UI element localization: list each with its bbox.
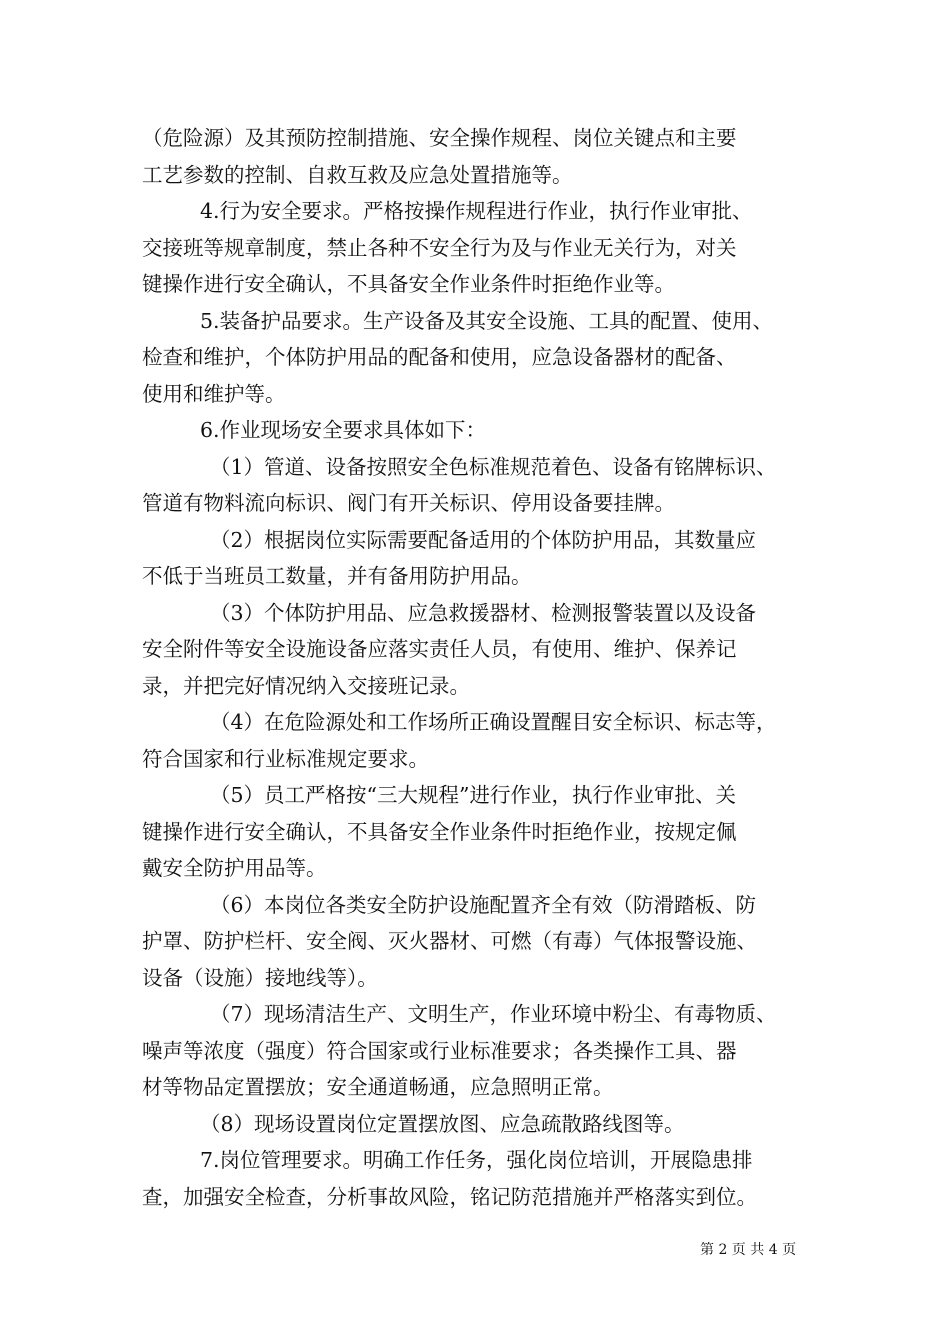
paragraph-item-2 — [142, 522, 827, 595]
paragraph-post-management — [142, 1142, 827, 1215]
text-line: （7）现场清洁生产、文明生产，作业环境中粉尘、有毒物质、 — [210, 1002, 777, 1026]
text-line: 工艺参数的控制、自救互救及应急处置措施等。 — [142, 162, 573, 187]
page-number-footer: 第 2 页 共 4 页 — [700, 1242, 797, 1258]
text-line: 不低于当班员工数量，并有备用防护用品。 — [142, 564, 532, 588]
text-line: 护罩、防护栏杆、安全阀、灭火器材、可燃（有毒）气体报警设施、 — [142, 929, 757, 953]
text-line: 查，加强安全检查，分析事故风险，铭记防范措施并严格落实到位。 — [142, 1184, 757, 1209]
paragraph-item-5 — [142, 777, 827, 887]
paragraph-item-1 — [142, 449, 827, 522]
text-line: 管道有物料流向标识、阀门有开关标识、停用设备要挂牌。 — [142, 491, 675, 515]
text-line: 使用和维护等。 — [142, 381, 286, 406]
text-line: 噪声等浓度（强度）符合国家或行业标准要求；各类操作工具、器 — [142, 1038, 737, 1063]
paragraph-behavior-safety — [142, 193, 827, 303]
text-line: 4.行为安全要求。严格按操作规程进行作业，执行作业审批、 — [200, 199, 753, 223]
text-line: 检查和维护，个体防护用品的配备和使用，应急设备器材的配备、 — [142, 345, 737, 369]
paragraph-item-8 — [142, 1106, 827, 1143]
text-line: （危险源）及其预防控制措施、安全操作规程、岗位关键点和主要 — [142, 126, 737, 150]
text-line: 设备（设施）接地线等）。 — [142, 965, 378, 990]
text-line: 安全附件等安全设施设备应落实责任人员，有使用、维护、保养记 — [142, 637, 737, 661]
paragraph-item-4 — [142, 704, 827, 777]
text-line: （8）现场设置岗位定置摆放图、应急疏散路线图等。 — [200, 1111, 685, 1136]
text-line: 键操作进行安全确认，不具备安全作业条件时拒绝作业等。 — [142, 272, 675, 296]
text-line: （6）本岗位各类安全防护设施配置齐全有效（防滑踏板、防 — [210, 892, 757, 917]
text-line: 材等物品定置摆放；安全通道畅通，应急照明正常。 — [142, 1075, 614, 1099]
text-line: 键操作进行安全确认，不具备安全作业条件时拒绝作业，按规定佩 — [142, 819, 737, 844]
text-line: （3）个体防护用品、应急救援器材、检测报警装置以及设备 — [210, 600, 757, 625]
body-text — [142, 120, 827, 1215]
text-line: 符合国家和行业标准规定要求。 — [142, 746, 429, 771]
paragraph-item-3 — [142, 595, 827, 705]
paragraph-hazard-continuation — [142, 120, 827, 193]
text-line: 5.装备护品要求。生产设备及其安全设施、工具的配置、使用、 — [200, 308, 774, 333]
text-line: 6.作业现场安全要求具体如下： — [200, 418, 487, 442]
paragraph-item-7 — [142, 996, 827, 1106]
text-line: （5）员工严格按“三大规程”进行作业，执行作业审批、关 — [210, 783, 737, 807]
paragraph-equipment-requirements — [142, 303, 827, 413]
paragraph-item-6 — [142, 887, 827, 997]
text-line: 7.岗位管理要求。明确工作任务，强化岗位培训，开展隐患排 — [200, 1148, 753, 1172]
text-line: （1）管道、设备按照安全色标准规范着色、设备有铭牌标识、 — [210, 454, 777, 479]
text-line: （4）在危险源处和工作场所正确设置醒目安全标识、标志等， — [210, 710, 777, 734]
text-line: 录，并把完好情况纳入交接班记录。 — [142, 673, 470, 698]
text-line: 交接班等规章制度，禁止各种不安全行为及与作业无关行为，对关 — [142, 235, 737, 260]
text-line: 戴安全防护用品等。 — [142, 856, 327, 880]
paragraph-site-safety-heading — [142, 412, 827, 449]
text-line: （2）根据岗位实际需要配备适用的个体防护用品，其数量应 — [210, 527, 757, 552]
